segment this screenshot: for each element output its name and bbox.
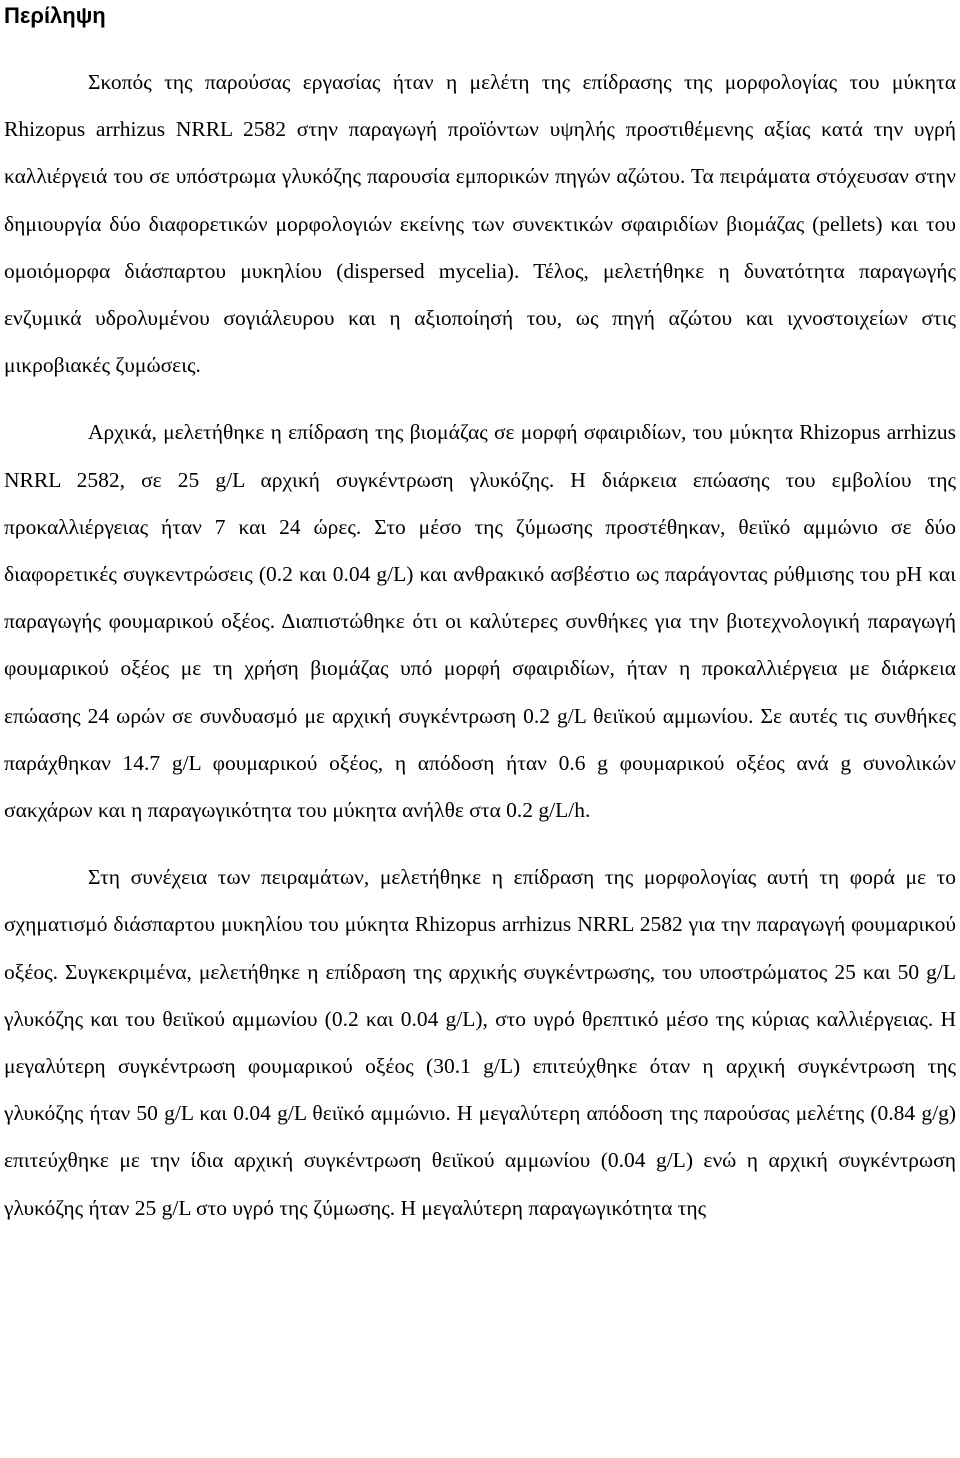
abstract-paragraph-3: Στη συνέχεια των πειραμάτων, μελετήθηκε η επίδραση της μορφολογίας αυτή τη φορά με το σχηματισμό διάσπαρτου μυκηλίου του μύκητα Rhizopus arrhizus NRRL 2582 για την παραγωγή φουμαρικού οξέος. Συγκεκριμένα, μελετήθηκε η επίδραση της αρχικής συγκέντρωσης, του υποστρώματος 25 και 50 g/L γλυκόζης και του θειϊκού αμμωνίου (0.2 και 0.04 g/L), στο υγρό θρεπτικό μέσο της κύριας καλλιέργειας. Η μεγαλύτερη συγκέντρωση φουμαρικού οξέος (30.1 g/L) επιτεύχθηκε όταν η αρχική συγκέντρωση της γλυκόζης ήταν 50 g/L και 0.04 g/L θειϊκό αμμώνιο. Η μεγαλύτερη απόδοση της παρούσας μελέτης (0.84 g/g) επιτεύχθηκε με την ίδια αρχική συγκέντρωση θειϊκού αμμωνίου (0.04 g/L) ενώ η αρχική συγκέντρωση γλυκόζης ήταν 25 g/L στο υγρό της ζύμωσης. Η μεγαλύτερη παραγωγικότητα της (4, 865, 956, 1220)
document-heading: Περίληψη (4, 3, 106, 28)
abstract-paragraph-1: Σκοπός της παρούσας εργασίας ήταν η μελέτη της επίδρασης της μορφολογίας του μύκητα Rhizopus arrhizus NRRL 2582 στην παραγωγή προϊόντων υψηλής προστιθέμενης αξίας κατά την υγρή καλλιέργειά του σε υπόστρωμα γλυκόζης παρουσία εμπορικών πηγών αζώτου. Τα πειράματα στόχευσαν στην δημιουργία δύο διαφορετικών μορφολογιών εκείνης των συνεκτικών σφαιριδίων βιομάζας (pellets) και του ομοιόμορφα διάσπαρτου μυκηλίου (dispersed mycelia). Τέλος, μελετήθηκε η δυνατότητα παραγωγής ενζυμικά υδρολυμένου σογιάλευρου και η αξιοποίησή του, ως πηγή αζώτου και ιχνοστοιχείων στις μικροβιακές ζυμώσεις. (4, 70, 956, 378)
abstract-paragraph-2: Αρχικά, μελετήθηκε η επίδραση της βιομάζας σε μορφή σφαιριδίων, του μύκητα Rhizopus arrhizus NRRL 2582, σε 25 g/L αρχική συγκέντρωση γλυκόζης. Η διάρκεια επώασης του εμβολίου της προκαλλιέργειας ήταν 7 και 24 ώρες. Στο μέσο της ζύμωσης προστέθηκαν, θειϊκό αμμώνιο σε δύο διαφορετικές συγκεντρώσεις (0.2 και 0.04 g/L) και ανθρακικό ασβέστιο ως παράγοντας ρύθμισης του pH και παραγωγής φουμαρικού οξέος. Διαπιστώθηκε ότι οι καλύτερες συνθήκες για την βιοτεχνολογική παραγωγή φουμαρικού οξέος με τη χρήση βιομάζας υπό μορφή σφαιριδίων, ήταν η προκαλλιέργεια με διάρκεια επώασης 24 ωρών σε συνδυασμό με αρχική συγκέντρωση 0.2 g/L θειϊκού αμμωνίου. Σε αυτές τις συνθήκες παράχθηκαν 14.7 g/L φουμαρικού οξέος, η απόδοση ήταν 0.6 g φουμαρικού οξέος ανά g συνολικών σακχάρων και η παραγωγικότητα του μύκητα ανήλθε στα 0.2 g/L/h. (4, 420, 956, 823)
